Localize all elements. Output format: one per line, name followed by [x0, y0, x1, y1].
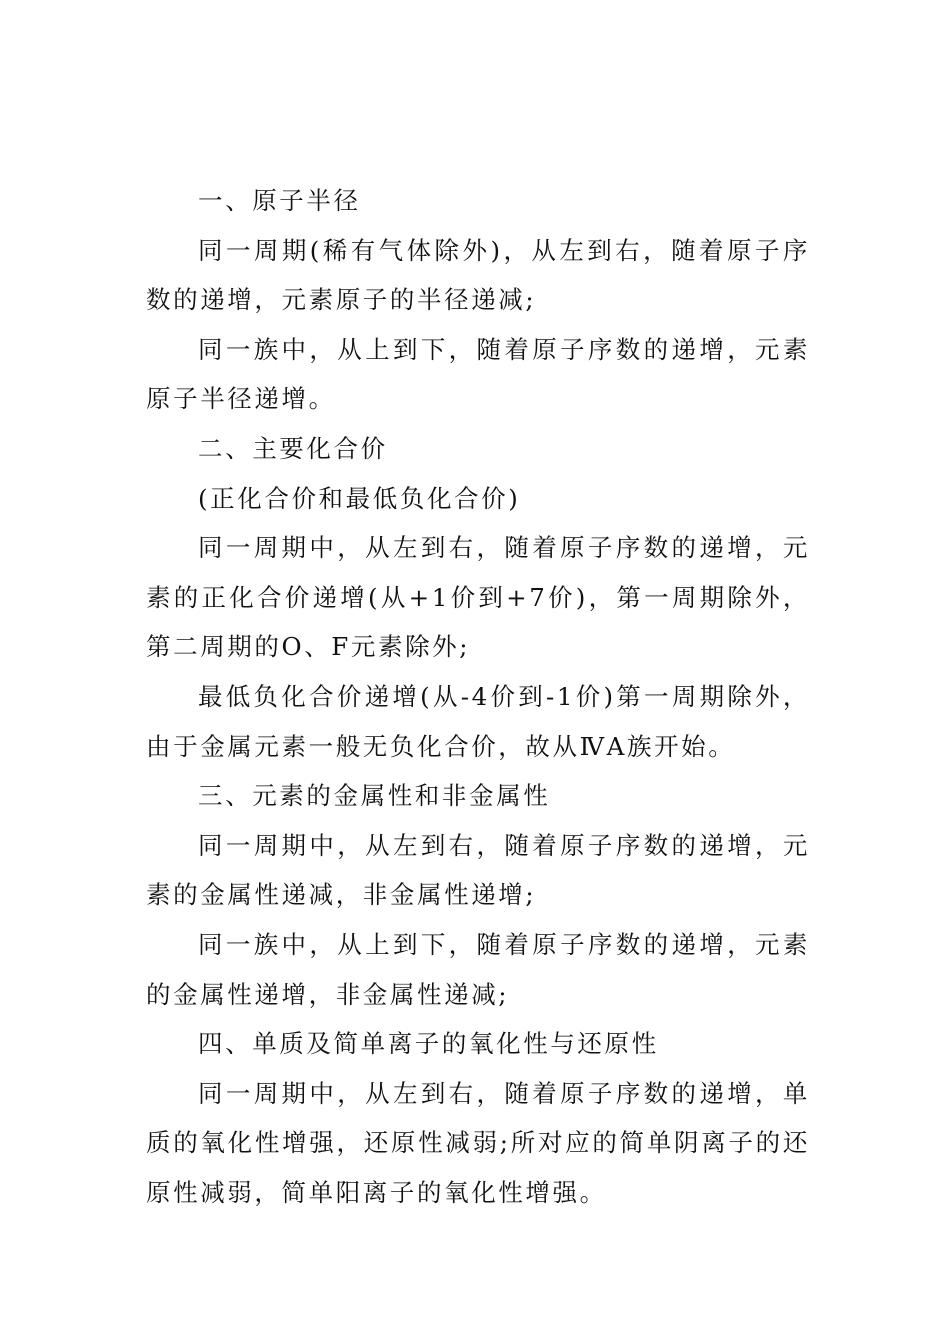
section-heading-atomic-radius: 一、原子半径: [198, 186, 361, 215]
section-heading-valence: 二、主要化合价: [198, 433, 388, 463]
section-heading-redox: 四、单质及简单离子的氧化性与还原性: [198, 1029, 659, 1059]
section-heading-metallicity: 三、元素的金属性和非金属性: [198, 781, 551, 811]
paragraph: 同一族中，从上到下，随着原子序数的递增，元素原子半径递增。: [146, 334, 810, 414]
paragraph: 同一族中，从上到下，随着原子序数的递增，元素的金属性递增，非金属性递减;: [146, 929, 810, 1009]
paragraph: 同一周期中，从左到右，随着原子序数的递增，元素的正化合价递增(从+1价到+7价)，第一周期除外，第二周期的O、F元素除外;: [146, 533, 810, 662]
paragraph: 同一周期中，从左到右，随着原子序数的递增，单质的氧化性增强，还原性减弱;所对应的简单阴离子的还原性减弱，简单阳离子的氧化性增强。: [146, 1078, 810, 1207]
document-body: [146, 176, 810, 1217]
paragraph: 最低负化合价递增(从-4价到-1价)第一周期除外，由于金属元素一般无负化合价，故从ⅣA族开始。: [146, 681, 810, 761]
paragraph: (正化合价和最低负化合价): [198, 483, 521, 513]
paragraph: 同一周期中，从左到右，随着原子序数的递增，元素的金属性递减，非金属性递增;: [146, 830, 810, 910]
paragraph: 同一周期(稀有气体除外)，从左到右，随着原子序数的递增，元素原子的半径递减;: [146, 235, 810, 315]
